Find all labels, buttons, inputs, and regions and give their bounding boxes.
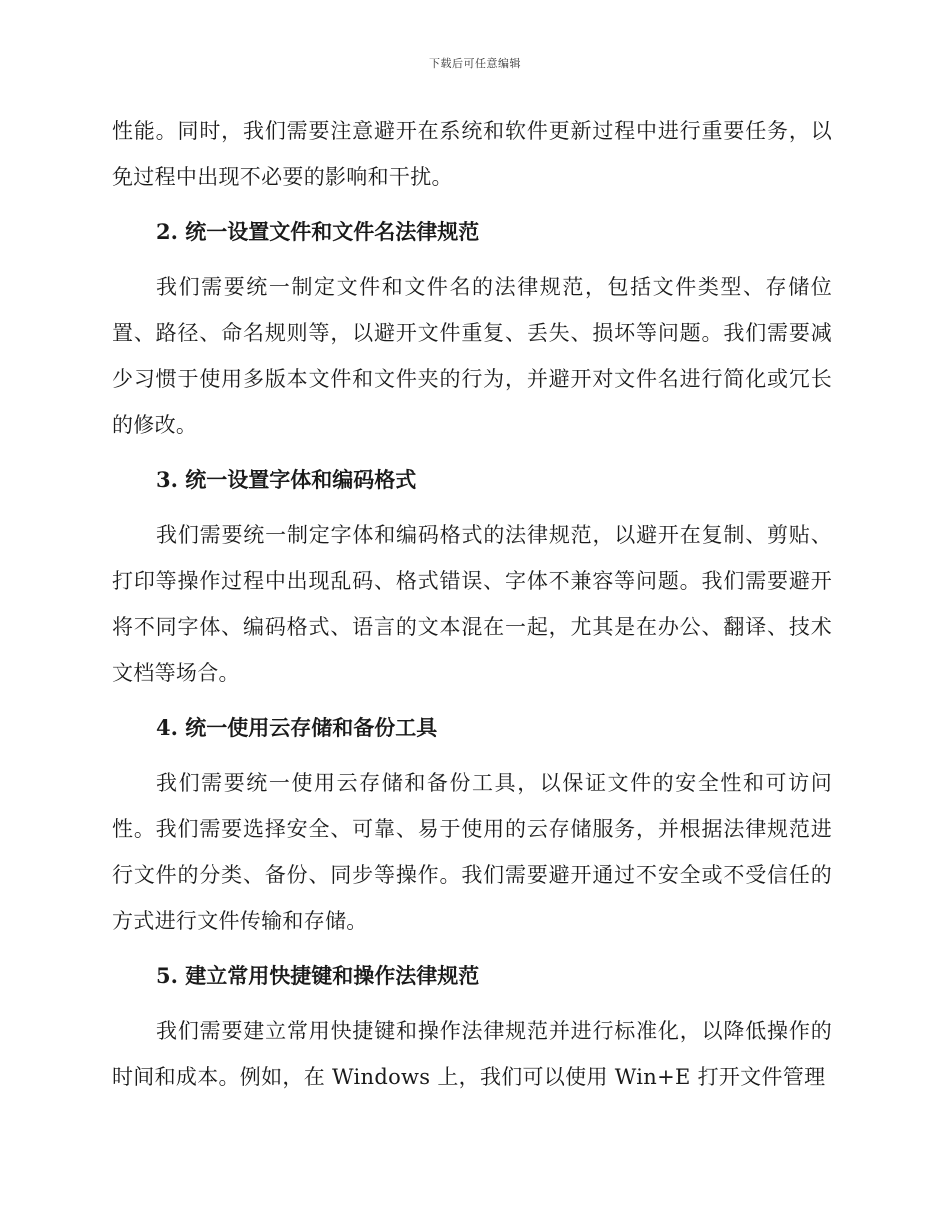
section-2 — [112, 209, 832, 448]
section-heading: 4. 统一使用云存储和备份工具 — [156, 715, 438, 740]
section-heading: 2. 统一设置文件和文件名法律规范 — [156, 219, 480, 244]
section-heading: 3. 统一设置字体和编码格式 — [156, 467, 417, 492]
section-paragraph: 我们需要建立常用快捷键和操作法律规范并进行标准化，以降低操作的时间和成本。例如，在 Windows 上，我们可以使用 Win+E 打开文件管理 — [112, 1019, 832, 1089]
section-5 — [112, 953, 832, 1100]
section-4 — [112, 705, 832, 944]
section-paragraph: 我们需要统一制定文件和文件名的法律规范，包括文件类型、存储位置、路径、命名规则等，以避开文件重复、丢失、损坏等问题。我们需要减少习惯于使用多版本文件和文件夹的行为，并避开对文件名进行简化或冗长的修改。 — [112, 275, 832, 437]
page-header: 下载后可任意编辑 — [429, 57, 521, 70]
document-body — [112, 108, 832, 1109]
section-3 — [112, 457, 832, 696]
section-heading: 5. 建立常用快捷键和操作法律规范 — [156, 963, 480, 988]
section-paragraph: 我们需要统一使用云存储和备份工具，以保证文件的安全性和可访问性。我们需要选择安全、可靠、易于使用的云存储服务，并根据法律规范进行文件的分类、备份、同步等操作。我们需要避开通过不安全或不受信任的方式进行文件传输和存储。 — [112, 771, 832, 933]
intro-paragraph: 性能。同时，我们需要注意避开在系统和软件更新过程中进行重要任务，以免过程中出现不必要的影响和干扰。 — [112, 119, 832, 189]
section-paragraph: 我们需要统一制定字体和编码格式的法律规范，以避开在复制、剪贴、打印等操作过程中出现乱码、格式错误、字体不兼容等问题。我们需要避开将不同字体、编码格式、语言的文本混在一起，尤其是在办公、翻译、技术文档等场合。 — [112, 523, 832, 685]
